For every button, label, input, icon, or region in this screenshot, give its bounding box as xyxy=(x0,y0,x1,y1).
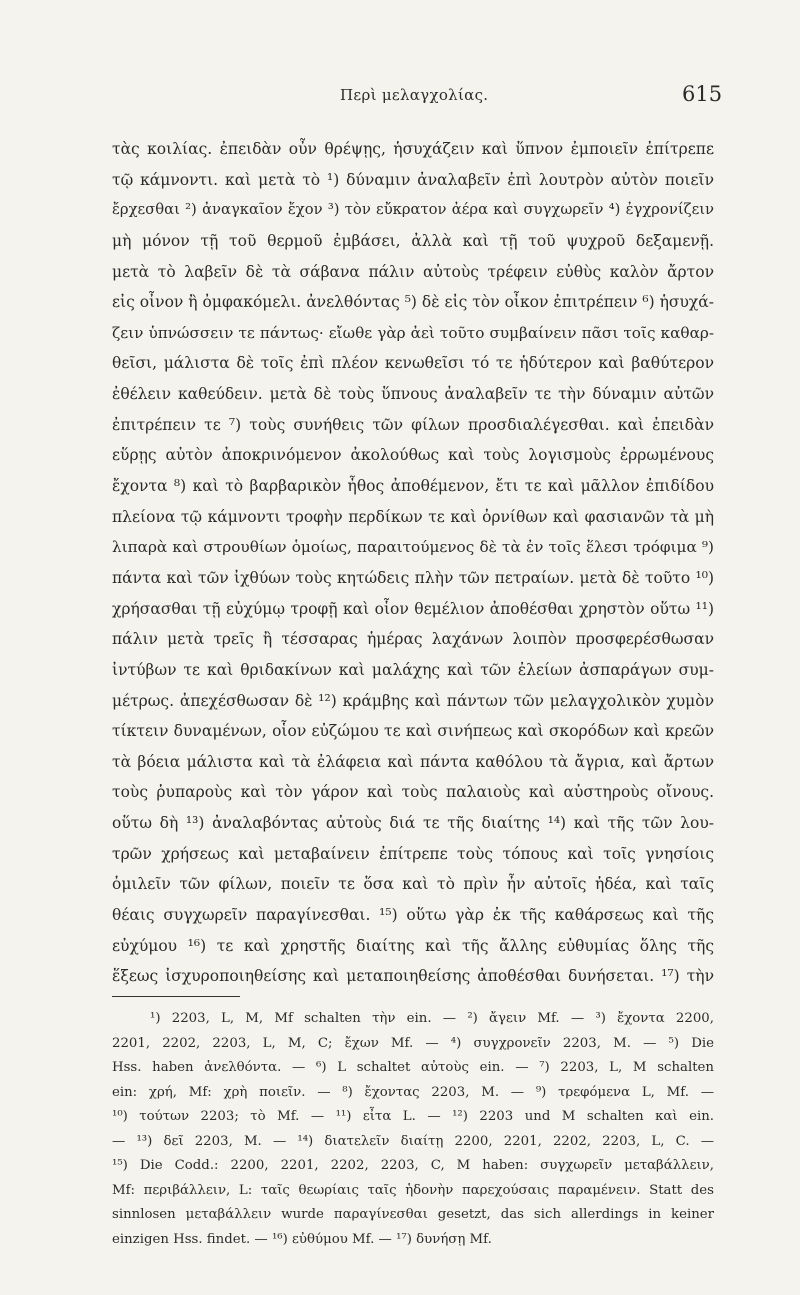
footnote-line: Mf: περιβάλλειν, L: ταῖς θεωρίαις ταῖς ἡδονὴν παρεχούσαις παραμένειν. Statt des xyxy=(112,1182,714,1198)
footnote-line: Hss. haben ἀνελθόντα. — ⁶) L schaltet αὐτοὺς ein. — ⁷) 2203, L, M schalten xyxy=(112,1060,714,1075)
text-line: εὐχύμου ¹⁶) τε καὶ χρηστῆς διαίτης καὶ τῆς ἄλλης εὐθυμίας ὅλης τῆς xyxy=(112,936,714,955)
text-line: λιπαρὰ καὶ στρουθίων ὁμοίως, παραιτούμενος δὲ τὰ ἐν τοῖς ἕλεσι τρόφιμα ⁹) xyxy=(112,538,714,557)
footnote-line: 2201, 2202, 2203, L, M, C; ἔχων Mf. — ⁴) συγχρονεῖν 2203, M. — ⁵) Die xyxy=(112,1035,714,1051)
text-line: μὴ μόνον τῇ τοῦ θερμοῦ ἐμβάσει, ἀλλὰ καὶ τῇ τοῦ ψυχροῦ δεξαμενῇ. xyxy=(112,231,714,250)
text-line: οὕτω δὴ ¹³) ἀναλαβόντας αὐτοὺς διά τε τῆς διαίτης ¹⁴) καὶ τῆς τῶν λου- xyxy=(112,814,714,833)
text-line: τίκτειν δυναμένων, οἷον εὐζώμου τε καὶ σινήπεως καὶ σκορόδων καὶ κρεῶν xyxy=(112,722,714,741)
text-line: ζειν ὑπνώσσειν τε πάντως· εἴωθε γὰρ ἀεὶ τοῦτο συμβαίνειν πᾶσι τοῖς καθαρ- xyxy=(112,323,714,342)
text-line: τοὺς ῥυπαροὺς καὶ τὸν γάρον καὶ τοὺς παλαιοὺς καὶ αὐστηροὺς οἴνους. xyxy=(112,783,714,802)
text-line: ἰντύβων τε καὶ θριδακίνων καὶ μαλάχης καὶ τῶν ἐλείων ἀσπαράγων συμ- xyxy=(112,660,714,679)
footnote-line: sinnlosen μεταβάλλειν wurde παραγίνεσθαι gesetzt, das sich allerdings in keiner xyxy=(112,1207,714,1222)
text-line: πάλιν μετὰ τρεῖς ἢ τέσσαρας ἡμέρας λαχάνων λοιπὸν προσφερέσθωσαν xyxy=(112,630,714,649)
text-line: τὰ βόεια μάλιστα καὶ τὰ ἐλάφεια καὶ πάντα καθόλου τὰ ἄγρια, καὶ ἄρτων xyxy=(112,752,714,771)
text-line: τὰς κοιλίας. ἐπειδὰν οὖν θρέψῃς, ἡσυχάζειν καὶ ὕπνον ἐμποιεῖν ἐπίτρεπε xyxy=(112,140,714,158)
text-line: θεῖσι, μάλιστα δὲ τοῖς ἐπὶ πλέον κενωθεῖσι τό τε ἡδύτερον καὶ βαθύτερον xyxy=(112,354,714,373)
text-line: τρῶν χρήσεως καὶ μεταβαίνειν ἐπίτρεπε τοὺς τόπους καὶ τοῖς γνησίοις xyxy=(112,844,714,863)
text-line: ἐπιτρέπειν τε ⁷) τοὺς συνήθεις τῶν φίλων προσδιαλέγεσθαι. καὶ ἐπειδὰν xyxy=(112,415,714,434)
footnote-line: ¹⁰) τούτων 2203; τὸ Mf. — ¹¹) εἶτα L. — ¹²) 2203 und M schalten καὶ ein. xyxy=(112,1109,714,1124)
footnotes xyxy=(112,1007,714,1252)
text-line: μέτρως. ἀπεχέσθωσαν δὲ ¹²) κράμβης καὶ πάντων τῶν μελαγχολικὸν χυμὸν xyxy=(112,691,714,710)
text-line: εὕρῃς αὐτὸν ἀποκρινόμενον ἀκολούθως καὶ τοὺς λογισμοὺς ἐρρωμένους xyxy=(112,446,714,465)
text-line: πλείονα τῷ κάμνοντι τροφὴν περδίκων τε καὶ ὀρνίθων καὶ φασιανῶν τὰ μὴ xyxy=(112,507,714,526)
text-line: μετὰ τὸ λαβεῖν δὲ τὰ σάβανα πάλιν αὐτοὺς τρέφειν εὐθὺς καλὸν ἄρτον xyxy=(112,262,714,281)
text-line: ἕξεως ἰσχυροποιηθείσης καὶ μεταποιηθείσης ἀποθέσθαι δυνήσεται. ¹⁷) τὴν xyxy=(112,967,714,986)
footnote-divider xyxy=(112,996,240,997)
text-line: ἔρχεσθαι ²) ἀναγκαῖον ἔχον ³) τὸν εὔκρατον ἀέρα καὶ συγχωρεῖν ⁴) ἐγχρονίζειν xyxy=(112,201,714,219)
running-head xyxy=(0,0,800,120)
text-line: ἐθέλειν καθεύδειν. μετὰ δὲ τοὺς ὕπνους ἀναλαβεῖν τε τὴν δύναμιν αὐτῶν xyxy=(112,385,714,404)
footnote-line: ein: χρή, Mf: χρὴ ποιεῖν. — ⁸) ἔχοντας 2203, M. — ⁹) τρεφόμενα L, Mf. — xyxy=(112,1084,714,1100)
text-line: πάντα καὶ τῶν ἰχθύων τοὺς κητώδεις πλὴν τῶν πετραίων. μετὰ δὲ τοῦτο ¹⁰) xyxy=(112,568,714,587)
text-line: εἰς οἶνον ἢ ὀμφακόμελι. ἀνελθόντας ⁵) δὲ εἰς τὸν οἶκον ἐπιτρέπειν ⁶) ἡσυχά- xyxy=(112,293,714,312)
page-number: 615 xyxy=(682,82,723,106)
main-text xyxy=(112,134,714,992)
text-line: ὁμιλεῖν τῶν φίλων, ποιεῖν τε ὅσα καὶ τὸ πρὶν ἦν αὐτοῖς ἡδέα, καὶ ταῖς xyxy=(112,875,714,894)
text-line: τῷ κάμνοντι. καὶ μετὰ τὸ ¹) δύναμιν ἀναλαβεῖν ἐπὶ λουτρὸν αὐτὸν ποιεῖν xyxy=(112,170,714,189)
text-line: θέαις συγχωρεῖν παραγίνεσθαι. ¹⁵) οὕτω γὰρ ἐκ τῆς καθάρσεως καὶ τῆς xyxy=(112,906,714,925)
text-line: ἔχοντα ⁸) καὶ τὸ βαρβαρικὸν ἦθος ἀποθέμενον, ἔτι τε καὶ μᾶλλον ἐπιδίδου xyxy=(112,477,714,496)
running-title: Περὶ μελαγχολίας. xyxy=(340,86,489,104)
footnote-line: — ¹³) δεῖ 2203, M. — ¹⁴) διατελεῖν διαίτῃ 2200, 2201, 2202, 2203, L, C. — xyxy=(112,1133,714,1149)
footnote-line: ¹) 2203, L, M, Mf schalten τὴν ein. — ²) ἄγειν Mf. — ³) ἔχοντα 2200, xyxy=(150,1011,714,1026)
footnote-line: ¹⁵) Die Codd.: 2200, 2201, 2202, 2203, C, M haben: συγχωρεῖν μεταβάλλειν, xyxy=(112,1158,714,1173)
footnote-line: einzigen Hss. findet. — ¹⁶) εὐθύμου Mf. — ¹⁷) δυνήσῃ Mf. xyxy=(112,1231,492,1247)
text-line: χρήσασθαι τῇ εὐχύμῳ τροφῇ καὶ οἷον θεμέλιον ἀποθέσθαι χρηστὸν οὕτω ¹¹) xyxy=(112,599,714,618)
